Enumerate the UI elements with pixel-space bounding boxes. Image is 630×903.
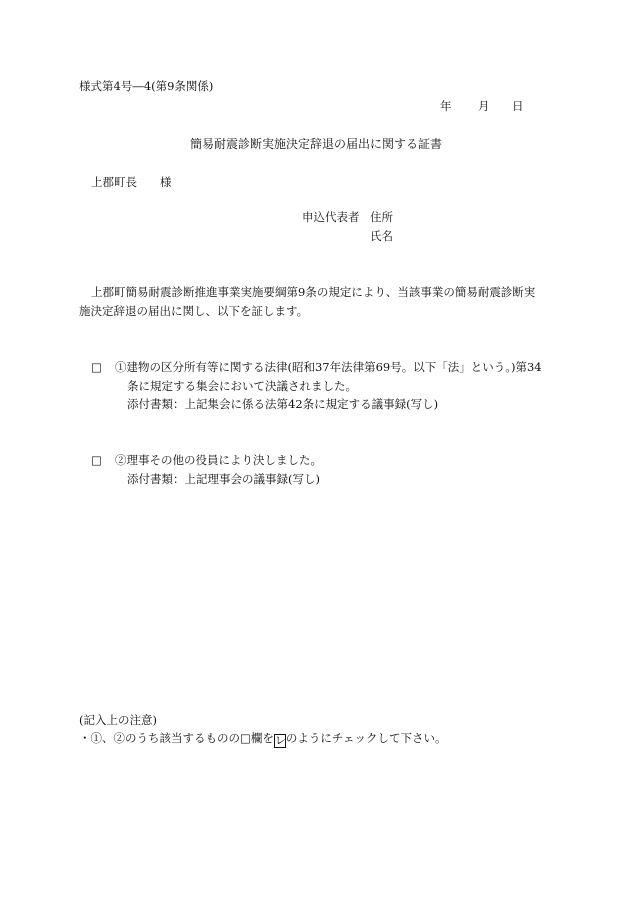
empty-box-symbol: □ [240,731,251,745]
checkbox-icon: □ [91,360,102,374]
document-title: 簡易耐震診断実施決定辞退の届出に関する証書 [190,137,443,151]
date-month-label: 月 [478,99,490,113]
notes-heading: (記入上の注意) [79,713,157,727]
checkbox-icon: □ [91,453,102,467]
addressee-honorific: 様 [160,175,172,189]
addressee-name: 上郡町長 [91,175,137,189]
applicant-name-label: 氏名 [370,229,393,243]
body-text-line1: 上郡町簡易耐震診断推進事業実施要綱第9条の規定により、当該事業の簡易耐震診断実 [91,285,536,299]
option-2-attachment: 添付書類：上記理事会の議事録(写し) [127,472,320,486]
option-1-line2: 条に規定する集会において決議されました。 [127,379,357,393]
option-2-line1: ②理事その他の役員により決しました。 [115,453,322,467]
notes-suffix: のようにチェックして下さい。 [285,731,447,745]
checked-box-example [274,734,286,748]
notes-prefix: ・①、②のうち該当するものの [79,731,240,745]
body-text-line2: 施決定辞退の届出に関し、以下を証します。 [79,304,309,318]
notes-middle: 欄を [250,731,274,745]
date-year-label: 年 [440,99,452,113]
applicant-role: 申込代表者 [302,210,360,224]
option-2-checkbox[interactable] [91,455,102,467]
check-mark-icon: レ [274,734,286,747]
option-1-checkbox[interactable] [91,362,102,374]
applicant-address-label: 住所 [370,210,393,224]
notes-instruction [79,733,447,748]
option-1-attachment: 添付書類：上記集会に係る法第42条に規定する議事録(写し) [127,397,439,411]
option-1-line1: ①建物の区分所有等に関する法律(昭和37年法律第69号。以下「法」という。)第34 [115,360,542,374]
form-number: 様式第4号―4(第9条関係) [79,79,214,93]
date-day-label: 日 [512,99,524,113]
